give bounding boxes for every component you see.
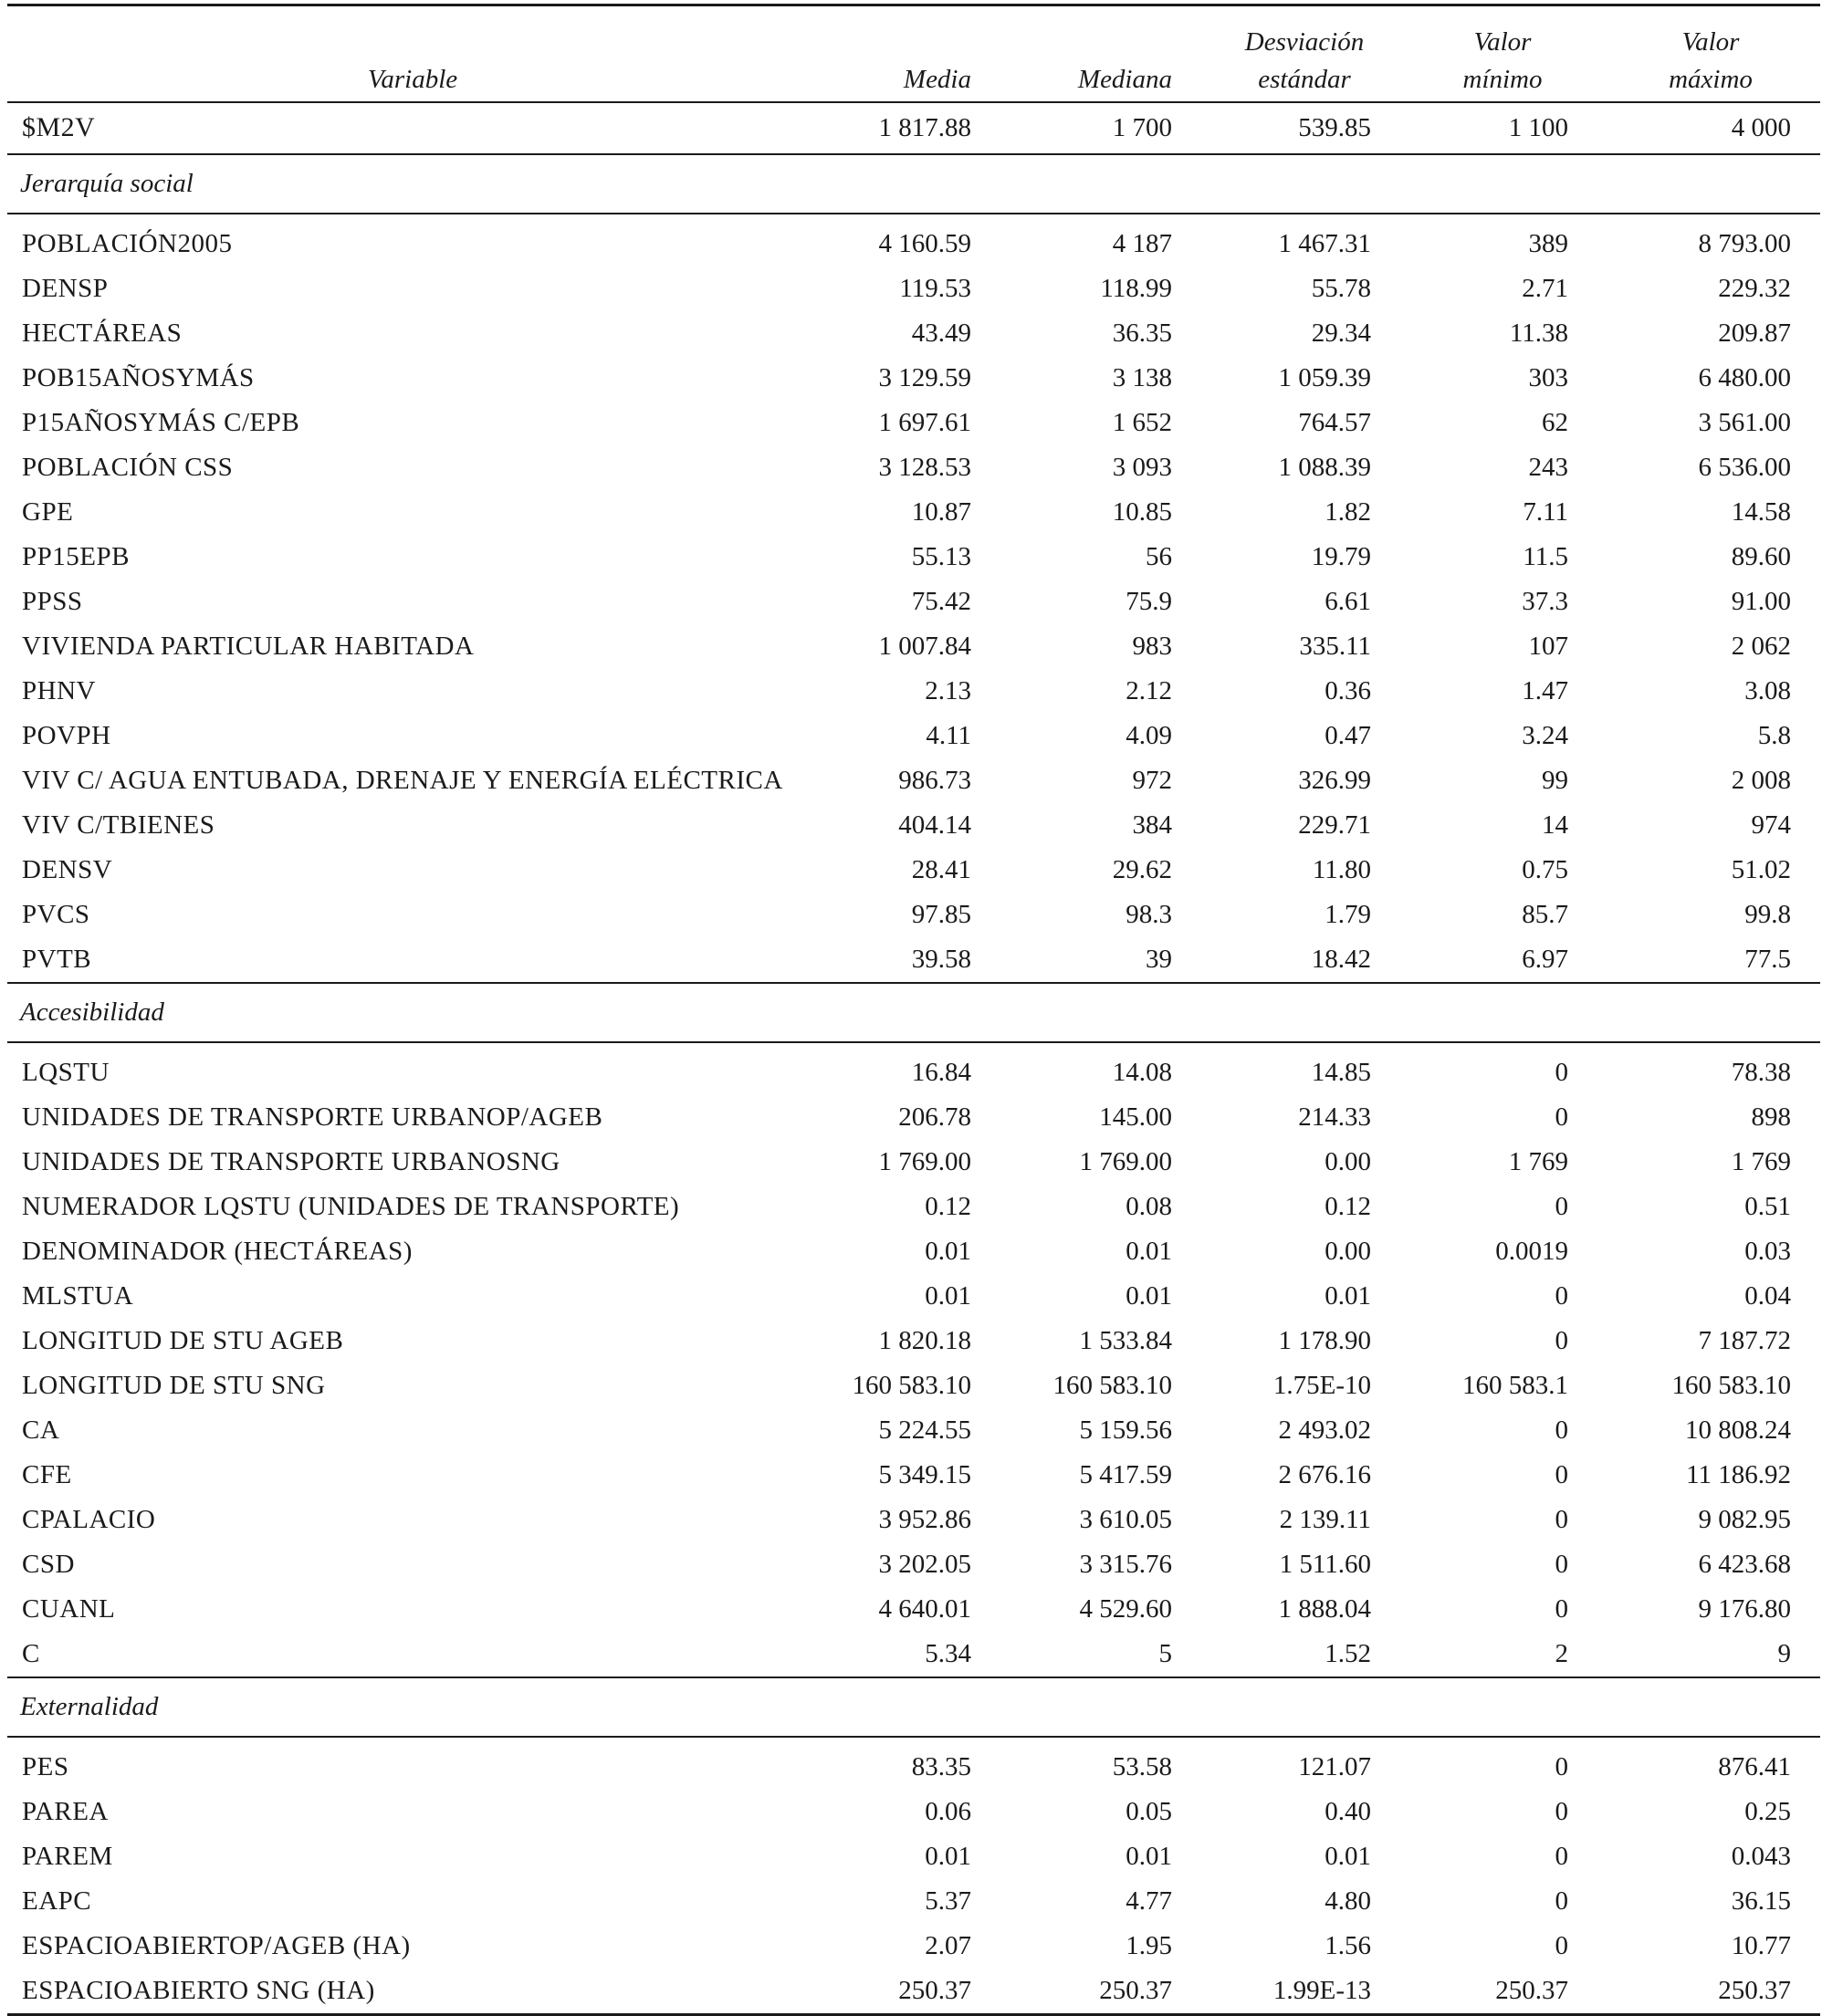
variable-name: PVTB — [7, 937, 818, 983]
cell-maximo: 6 480.00 — [1698, 362, 1791, 392]
cell-mediana: 983 — [1132, 631, 1172, 661]
cell-mediana: 53.58 — [1112, 1751, 1172, 1781]
cell-maximo: 77.5 — [1601, 937, 1820, 983]
table-row — [7, 1969, 1820, 2015]
cell-media: 1 817.88 — [818, 102, 1004, 154]
table-header — [7, 5, 1820, 102]
cell-maximo: 8 793.00 — [1698, 228, 1791, 258]
cell-media: 4 640.01 — [878, 1593, 971, 1624]
cell-minimo: 0 — [1555, 1057, 1568, 1087]
header-desviacion-line1: Desviación — [1244, 26, 1365, 57]
section-spacer — [7, 214, 1820, 222]
cell-mediana: 118.99 — [1100, 273, 1172, 303]
cell-media: 2.07 — [925, 1930, 971, 1960]
cell-maximo: 876.41 — [1718, 1751, 1791, 1781]
cell-media: 0.01 — [925, 1841, 971, 1871]
cell-maximo: 974 — [1751, 810, 1791, 840]
cell-desviacion: 214.33 — [1298, 1102, 1371, 1132]
cell-mediana: 1 533.84 — [1079, 1325, 1172, 1355]
cell-desviacion: 1 059.39 — [1278, 362, 1371, 392]
cell-desviacion: 1 088.39 — [1278, 452, 1371, 482]
cell-minimo: 85.7 — [1522, 899, 1568, 929]
variable-name: DENSV — [22, 854, 113, 884]
cell-maximo: 51.02 — [1731, 854, 1791, 884]
cell-desviacion: 764.57 — [1298, 407, 1371, 437]
table-row — [7, 222, 1820, 266]
cell-desviacion: 121.07 — [1298, 1751, 1371, 1781]
table-row — [7, 1274, 1820, 1319]
section-title: Externalidad — [7, 1677, 1820, 1737]
cell-maximo: 4 000 — [1601, 102, 1820, 154]
cell-minimo: 11.5 — [1523, 541, 1568, 571]
cell-mediana: 0.08 — [1126, 1191, 1172, 1221]
header-valor-maximo — [1601, 5, 1820, 102]
variable-name: ESPACIOABIERTOP/AGEB (HA) — [22, 1930, 411, 1960]
cell-desviacion: 1.56 — [1325, 1930, 1371, 1960]
table-row — [7, 1453, 1820, 1498]
cell-minimo: 2 — [1404, 1632, 1601, 1677]
cell-mediana: 160 583.10 — [1052, 1370, 1172, 1400]
cell-mediana: 14.08 — [1112, 1057, 1172, 1087]
cell-desviacion: 1 511.60 — [1279, 1549, 1371, 1579]
header-maximo-line1: Valor — [1681, 26, 1740, 57]
cell-minimo: 0 — [1555, 1102, 1568, 1132]
cell-minimo: 0 — [1555, 1885, 1568, 1916]
cell-maximo: 36.15 — [1731, 1885, 1791, 1916]
cell-media: 3 129.59 — [878, 362, 971, 392]
cell-desviacion: 0.00 — [1325, 1236, 1371, 1266]
cell-desviacion: 326.99 — [1298, 765, 1371, 795]
cell-maximo: 10.77 — [1731, 1930, 1791, 1960]
table-row-m2v — [7, 102, 1820, 154]
cell-media: 97.85 — [911, 899, 971, 929]
cell-minimo: 0 — [1555, 1459, 1568, 1489]
section-spacer — [7, 1042, 1820, 1050]
header-media: Media — [818, 5, 1004, 102]
cell-media: 39.58 — [818, 937, 1004, 983]
cell-media: 16.84 — [911, 1057, 971, 1087]
cell-media: 5.34 — [818, 1632, 1004, 1677]
cell-desviacion: 14.85 — [1311, 1057, 1371, 1087]
variable-name: LONGITUD DE STU SNG — [22, 1370, 326, 1400]
variable-name: UNIDADES DE TRANSPORTE URBANOSNG — [22, 1146, 560, 1176]
variable-name: CUANL — [22, 1593, 116, 1624]
table-row — [7, 758, 1820, 803]
cell-maximo: 2 062 — [1731, 631, 1791, 661]
variable-name: POBLACIÓN2005 — [22, 228, 233, 258]
cell-mediana: 5 159.56 — [1079, 1415, 1172, 1445]
cell-desviacion: 0.40 — [1325, 1796, 1371, 1826]
table-row — [7, 1140, 1820, 1185]
cell-maximo: 0.03 — [1744, 1236, 1791, 1266]
cell-maximo: 9 176.80 — [1698, 1593, 1791, 1624]
cell-maximo: 7 187.72 — [1698, 1325, 1791, 1355]
cell-maximo: 1 769 — [1731, 1146, 1791, 1176]
cell-desviacion: 6.61 — [1325, 586, 1371, 616]
variable-name: HECTÁREAS — [22, 318, 183, 348]
table-row — [7, 401, 1820, 445]
section-header-row — [7, 1677, 1820, 1737]
cell-desviacion: 1 467.31 — [1278, 228, 1371, 258]
table-row — [7, 580, 1820, 624]
cell-desviacion: 229.71 — [1298, 810, 1371, 840]
cell-desviacion: 11.80 — [1312, 854, 1371, 884]
cell-media: 0.12 — [925, 1191, 971, 1221]
cell-mediana: 3 138 — [1112, 362, 1172, 392]
variable-name: CFE — [22, 1459, 72, 1489]
cell-media: 3 202.05 — [878, 1549, 971, 1579]
cell-desviacion: 4.80 — [1325, 1885, 1371, 1916]
cell-maximo: 6 536.00 — [1698, 452, 1791, 482]
variable-name: MLSTUA — [22, 1280, 134, 1311]
header-minimo-line1: Valor — [1473, 26, 1532, 57]
cell-desviacion: 55.78 — [1311, 273, 1371, 303]
cell-desviacion: 0.47 — [1325, 720, 1371, 750]
variable-name: PHNV — [22, 675, 96, 705]
cell-media: 1 769.00 — [878, 1146, 971, 1176]
table-row — [7, 624, 1820, 669]
table-row — [7, 1790, 1820, 1834]
cell-mediana: 29.62 — [1112, 854, 1172, 884]
header-valor-minimo — [1404, 5, 1601, 102]
table-row — [7, 1542, 1820, 1587]
cell-minimo: 0.0019 — [1495, 1236, 1568, 1266]
header-minimo-line2: mínimo — [1462, 64, 1543, 94]
cell-minimo: 11.38 — [1509, 318, 1568, 348]
cell-mediana: 39 — [1004, 937, 1205, 983]
table-row — [7, 1319, 1820, 1363]
variable-name: POB15AÑOSYMÁS — [22, 362, 255, 392]
cell-minimo: 0 — [1555, 1593, 1568, 1624]
cell-media: 119.53 — [899, 273, 971, 303]
cell-media: 5 349.15 — [878, 1459, 971, 1489]
cell-minimo: 160 583.1 — [1462, 1370, 1568, 1400]
table-row — [7, 1185, 1820, 1229]
cell-mediana: 0.01 — [1126, 1280, 1172, 1311]
cell-media: 1 697.61 — [878, 407, 971, 437]
cell-minimo: 0 — [1555, 1549, 1568, 1579]
variable-name: PES — [22, 1751, 69, 1781]
variable-name: POVPH — [22, 720, 111, 750]
section-header-row — [7, 983, 1820, 1042]
cell-minimo: 0 — [1555, 1930, 1568, 1960]
cell-media: 986.73 — [898, 765, 971, 795]
cell-media: 5.37 — [925, 1885, 971, 1916]
variable-name: PPSS — [22, 586, 83, 616]
variable-name: CSD — [22, 1549, 75, 1579]
cell-mediana: 972 — [1132, 765, 1172, 795]
cell-media: 404.14 — [898, 810, 971, 840]
cell-desviacion: 1 888.04 — [1278, 1593, 1371, 1624]
cell-mediana: 3 610.05 — [1079, 1504, 1172, 1534]
variable-name: UNIDADES DE TRANSPORTE URBANOP/AGEB — [22, 1102, 603, 1132]
cell-desviacion: 19.79 — [1311, 541, 1371, 571]
table-row — [7, 1498, 1820, 1542]
cell-mediana: 4.09 — [1126, 720, 1172, 750]
cell-media: 0.01 — [925, 1236, 971, 1266]
cell-desviacion: 0.01 — [1325, 1280, 1371, 1311]
cell-mediana: 0.05 — [1126, 1796, 1172, 1826]
cell-minimo: 1 100 — [1404, 102, 1601, 154]
cell-mediana: 384 — [1132, 810, 1172, 840]
variable-name: VIV C/TBIENES — [22, 810, 215, 840]
table-row — [7, 803, 1820, 848]
section-header-row — [7, 154, 1820, 214]
cell-media: 0.01 — [925, 1280, 971, 1311]
cell-media: 0.06 — [925, 1796, 971, 1826]
cell-minimo: 0 — [1555, 1280, 1568, 1311]
cell-desviacion: 2 676.16 — [1278, 1459, 1371, 1489]
variable-name: DENSP — [22, 273, 109, 303]
cell-desviacion: 29.34 — [1311, 318, 1371, 348]
cell-minimo: 3.24 — [1522, 720, 1568, 750]
cell-media: 160 583.10 — [852, 1370, 971, 1400]
cell-media: 1 007.84 — [878, 631, 971, 661]
cell-mediana: 5 417.59 — [1079, 1459, 1172, 1489]
cell-desviacion: 0.00 — [1325, 1146, 1371, 1176]
cell-desviacion: 1.79 — [1325, 899, 1371, 929]
cell-minimo: 0.75 — [1522, 854, 1568, 884]
cell-maximo: 898 — [1751, 1102, 1791, 1132]
table-row — [7, 311, 1820, 356]
cell-minimo: 389 — [1528, 228, 1568, 258]
cell-media: 75.42 — [911, 586, 971, 616]
variable-name: CA — [22, 1415, 60, 1445]
table-row — [7, 893, 1820, 937]
cell-maximo: 6 423.68 — [1698, 1549, 1791, 1579]
cell-media: 3 952.86 — [878, 1504, 971, 1534]
variable-name: VIVIENDA PARTICULAR HABITADA — [22, 631, 475, 661]
cell-maximo: 0.043 — [1731, 1841, 1791, 1871]
cell-maximo: 99.8 — [1744, 899, 1791, 929]
section-spacer — [7, 1737, 1820, 1745]
cell-mediana: 0.01 — [1126, 1841, 1172, 1871]
cell-minimo: 0 — [1555, 1841, 1568, 1871]
cell-mediana: 0.01 — [1126, 1236, 1172, 1266]
cell-mediana: 1.95 — [1126, 1930, 1172, 1960]
cell-media: 4.11 — [926, 720, 971, 750]
cell-minimo: 0 — [1555, 1751, 1568, 1781]
cell-media: 43.49 — [911, 318, 971, 348]
cell-maximo: 11 186.92 — [1686, 1459, 1791, 1489]
cell-minimo: 107 — [1528, 631, 1568, 661]
cell-media: 5 224.55 — [878, 1415, 971, 1445]
cell-maximo: 14.58 — [1731, 496, 1791, 527]
table-row — [7, 1834, 1820, 1879]
variable-name: POBLACIÓN CSS — [22, 452, 234, 482]
header-variable: Variable — [7, 5, 818, 102]
table-row — [7, 490, 1820, 535]
cell-minimo: 99 — [1542, 765, 1568, 795]
cell-desviacion: 539.85 — [1205, 102, 1404, 154]
cell-media: 1 820.18 — [878, 1325, 971, 1355]
table-row — [7, 714, 1820, 758]
cell-maximo: 160 583.10 — [1671, 1370, 1791, 1400]
cell-media: 206.78 — [898, 1102, 971, 1132]
variable-name: PAREA — [22, 1796, 109, 1826]
cell-desviacion: 0.36 — [1325, 675, 1371, 705]
cell-mediana: 4.77 — [1126, 1885, 1172, 1916]
variable-name: DENOMINADOR (HECTÁREAS) — [22, 1236, 413, 1266]
variable-name: PP15EPB — [22, 541, 130, 571]
cell-desviacion: 1.75E-10 — [1272, 1370, 1371, 1400]
table-row — [7, 848, 1820, 893]
table-row — [7, 1229, 1820, 1274]
cell-mediana: 36.35 — [1112, 318, 1172, 348]
section-title: Jerarquía social — [7, 154, 1820, 214]
cell-media: 55.13 — [911, 541, 971, 571]
table-body — [7, 102, 1820, 2015]
cell-maximo: 0.04 — [1744, 1280, 1791, 1311]
cell-mediana: 3 093 — [1112, 452, 1172, 482]
cell-media: 83.35 — [911, 1751, 971, 1781]
table-row — [7, 535, 1820, 580]
cell-minimo: 7.11 — [1523, 496, 1568, 527]
cell-desviacion: 0.01 — [1325, 1841, 1371, 1871]
cell-mediana: 145.00 — [1099, 1102, 1172, 1132]
cell-maximo: 209.87 — [1718, 318, 1791, 348]
cell-maximo: 3 561.00 — [1698, 407, 1791, 437]
cell-mediana: 4 529.60 — [1079, 1593, 1172, 1624]
cell-media: 4 160.59 — [878, 228, 971, 258]
cell-maximo: 0.51 — [1744, 1191, 1791, 1221]
cell-minimo: 243 — [1528, 452, 1568, 482]
cell-desviacion: 1.82 — [1325, 496, 1371, 527]
cell-minimo: 2.71 — [1522, 273, 1568, 303]
cell-minimo: 1 769 — [1508, 1146, 1568, 1176]
cell-desviacion: 1.52 — [1205, 1632, 1404, 1677]
cell-minimo: 62 — [1542, 407, 1568, 437]
cell-maximo: 91.00 — [1731, 586, 1791, 616]
table-row — [7, 937, 1820, 983]
variable-name: $M2V — [7, 102, 818, 154]
variable-name: VIV C/ AGUA ENTUBADA, DRENAJE Y ENERGÍA ELÉCTRICA — [22, 765, 783, 795]
cell-minimo: 6.97 — [1404, 937, 1601, 983]
cell-minimo: 250.37 — [1404, 1969, 1601, 2015]
cell-maximo: 0.25 — [1744, 1796, 1791, 1826]
cell-desviacion: 2 139.11 — [1279, 1504, 1371, 1534]
cell-desviacion: 2 493.02 — [1278, 1415, 1371, 1445]
cell-minimo: 0 — [1555, 1415, 1568, 1445]
cell-media: 3 128.53 — [878, 452, 971, 482]
variable-name: PVCS — [22, 899, 90, 929]
table-row — [7, 1745, 1820, 1790]
table-row — [7, 1924, 1820, 1969]
table-row — [7, 669, 1820, 714]
section-title: Accesibilidad — [7, 983, 1820, 1042]
table-row — [7, 1363, 1820, 1408]
table-row — [7, 1879, 1820, 1924]
cell-minimo: 0 — [1555, 1191, 1568, 1221]
cell-desviacion: 0.12 — [1325, 1191, 1371, 1221]
table-row — [7, 1095, 1820, 1140]
cell-minimo: 303 — [1528, 362, 1568, 392]
header-desviacion — [1205, 5, 1404, 102]
cell-maximo: 9 082.95 — [1698, 1504, 1791, 1534]
table-row — [7, 1050, 1820, 1095]
cell-media: 28.41 — [911, 854, 971, 884]
cell-maximo: 10 808.24 — [1685, 1415, 1791, 1445]
cell-media: 2.13 — [925, 675, 971, 705]
cell-mediana: 4 187 — [1112, 228, 1172, 258]
table-row — [7, 1587, 1820, 1632]
cell-maximo: 89.60 — [1731, 541, 1791, 571]
variable-name: P15AÑOSYMÁS C/EPB — [22, 407, 300, 437]
variable-name: LONGITUD DE STU AGEB — [22, 1325, 344, 1355]
cell-mediana: 1 652 — [1112, 407, 1172, 437]
cell-mediana: 75.9 — [1126, 586, 1172, 616]
cell-mediana: 56 — [1146, 541, 1172, 571]
cell-minimo: 0 — [1555, 1504, 1568, 1534]
table-row — [7, 356, 1820, 401]
table-row — [7, 1408, 1820, 1453]
cell-desviacion: 18.42 — [1205, 937, 1404, 983]
cell-mediana: 250.37 — [1004, 1969, 1205, 2015]
variable-name: GPE — [22, 496, 74, 527]
cell-mediana: 3 315.76 — [1079, 1549, 1172, 1579]
table-row — [7, 1632, 1820, 1677]
cell-minimo: 0 — [1555, 1796, 1568, 1826]
cell-media: 250.37 — [818, 1969, 1004, 2015]
cell-media: 10.87 — [911, 496, 971, 527]
variable-name: CPALACIO — [22, 1504, 156, 1534]
cell-minimo: 37.3 — [1522, 586, 1568, 616]
table-row — [7, 266, 1820, 311]
header-desviacion-line2: estándar — [1258, 64, 1351, 94]
cell-mediana: 2.12 — [1126, 675, 1172, 705]
descriptive-statistics-table — [7, 4, 1820, 2016]
cell-desviacion: 1.99E-13 — [1205, 1969, 1404, 2015]
cell-mediana: 1 769.00 — [1079, 1146, 1172, 1176]
cell-mediana: 10.85 — [1112, 496, 1172, 527]
cell-desviacion: 335.11 — [1299, 631, 1371, 661]
cell-mediana: 1 700 — [1004, 102, 1205, 154]
variable-name: NUMERADOR LQSTU (UNIDADES DE TRANSPORTE) — [22, 1191, 680, 1221]
cell-minimo: 1.47 — [1522, 675, 1568, 705]
cell-mediana: 5 — [1004, 1632, 1205, 1677]
header-mediana: Mediana — [1004, 5, 1205, 102]
cell-maximo: 2 008 — [1731, 765, 1791, 795]
cell-maximo: 5.8 — [1757, 720, 1791, 750]
variable-name: PAREM — [22, 1841, 113, 1871]
variable-name: EAPC — [22, 1885, 92, 1916]
cell-maximo: 3.08 — [1744, 675, 1791, 705]
cell-maximo: 78.38 — [1731, 1057, 1791, 1087]
cell-minimo: 0 — [1555, 1325, 1568, 1355]
cell-minimo: 14 — [1542, 810, 1568, 840]
variable-name: ESPACIOABIERTO SNG (HA) — [7, 1969, 818, 2015]
cell-maximo: 9 — [1601, 1632, 1820, 1677]
cell-desviacion: 1 178.90 — [1278, 1325, 1371, 1355]
cell-mediana: 98.3 — [1126, 899, 1172, 929]
cell-maximo: 229.32 — [1718, 273, 1791, 303]
header-maximo-line2: máximo — [1669, 64, 1753, 94]
variable-name: C — [7, 1632, 818, 1677]
variable-name: LQSTU — [22, 1057, 110, 1087]
cell-maximo: 250.37 — [1601, 1969, 1820, 2015]
table-row — [7, 445, 1820, 490]
